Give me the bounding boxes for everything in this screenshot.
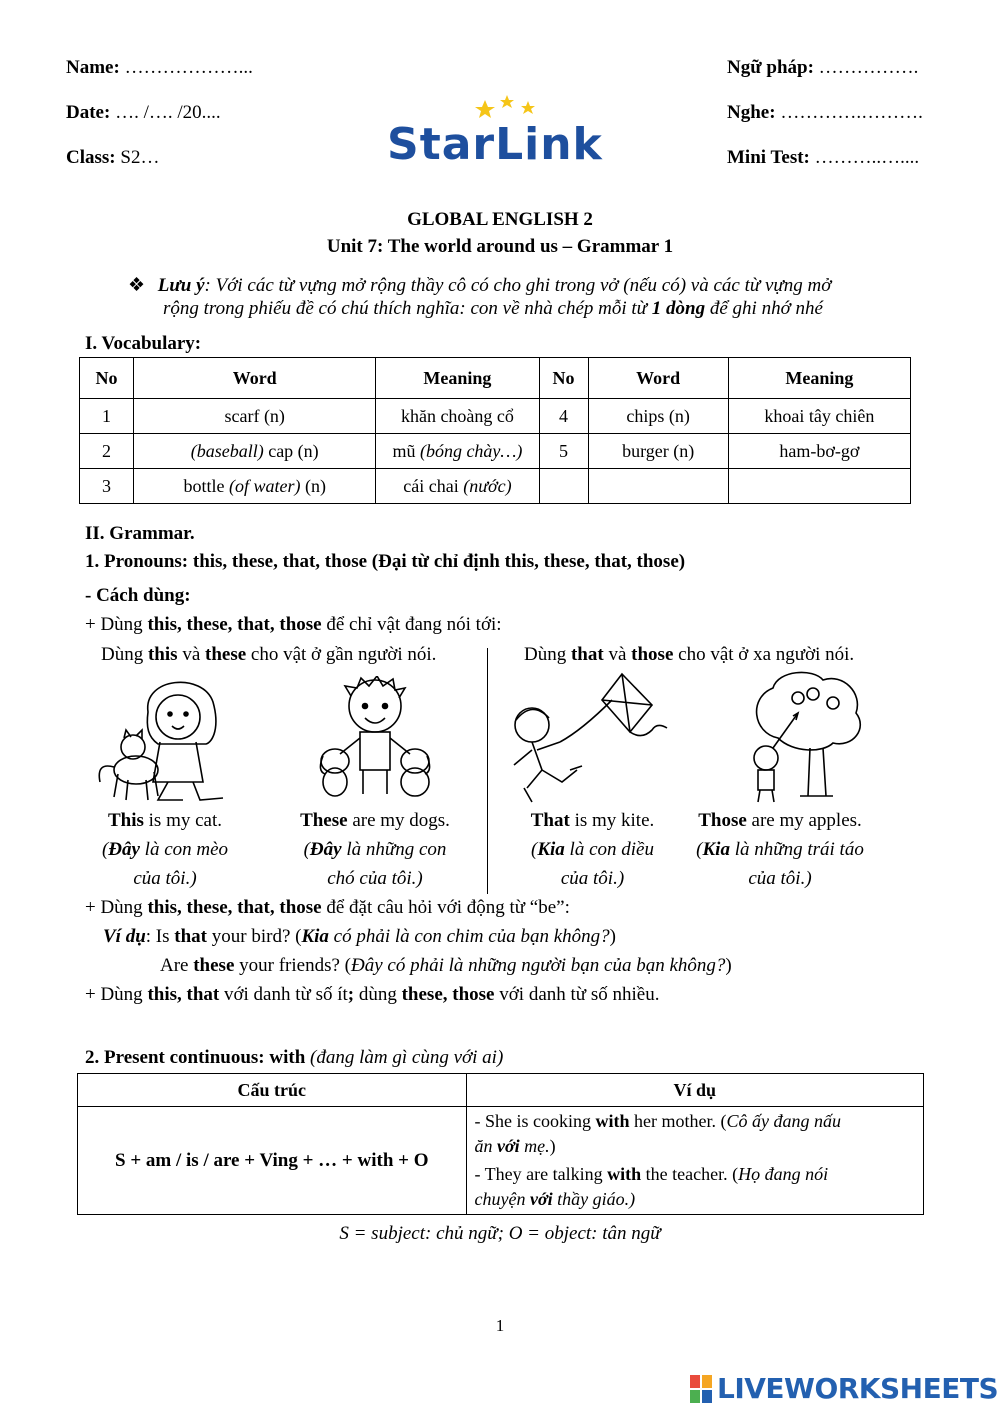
header-meaning-2: Meaning [728, 358, 910, 399]
caption-that: That is my kite. (Kia là con diều của tôi.) [530, 810, 655, 889]
document-title: GLOBAL ENGLISH 2 [407, 209, 593, 230]
near-rule: Dùng this và these cho vật ở gần người nói. [101, 644, 437, 665]
listening-score-field[interactable]: ………….………. [780, 102, 923, 123]
name-line: Name: ………………... [66, 57, 253, 78]
caption-those: Those are my apples. (Kia là những trái táo của tôi.) [696, 810, 864, 889]
example-2: Are these your friends? (Đây có phải là những người bạn của bạn không?) [160, 955, 732, 976]
header-no-2: No [539, 358, 588, 399]
pronouns-heading: 1. Pronouns: this, these, that, those (Đại từ chỉ định this, these, that, those) [85, 551, 686, 572]
header-structure: Cấu trúc [78, 1074, 467, 1107]
girl-cat-illustration [88, 672, 238, 804]
class-field[interactable]: S2… [120, 147, 160, 168]
grammar-score-line: Ngữ pháp: ……………. [727, 57, 919, 78]
grammar-score-field[interactable]: ……………. [818, 57, 919, 78]
date-field[interactable]: …. /…. /20.... [115, 102, 221, 123]
header-no: No [80, 358, 134, 399]
note-line-1: ❖ Lưu ý: Với các từ vựng mở rộng thầy cô có cho ghi trong vở (nếu có) và các từ vựng mở [128, 275, 832, 296]
example-talking: - They are talking with the teacher. (Họ đang nói chuyện với thầy giáo.) [474, 1164, 829, 1209]
bullet-icon: ❖ [128, 275, 146, 296]
usage-rule-3: + Dùng this, that với danh từ số ít; dùng these, those với danh từ số nhiều. [85, 984, 660, 1005]
structure-formula: S + am / is / are + Ving + … + with + O [78, 1107, 467, 1215]
header-meaning: Meaning [376, 358, 539, 399]
class-line: Class: S2… [66, 147, 160, 168]
starlink-logo: StarLink [385, 95, 625, 175]
minitest-score-line: Mini Test: ………..….... [727, 147, 920, 168]
header-word-2: Word [588, 358, 728, 399]
usage-heading: - Cách dùng: [85, 585, 191, 606]
example-cooking: - She is cooking with her mother. (Cô ấy đang nấu ăn với mẹ.) [474, 1111, 842, 1156]
divider [487, 648, 488, 894]
present-continuous-heading: 2. Present continuous: with (đang làm gì cùng với ai) [85, 1047, 504, 1068]
caption-this: This is my cat. (Đây là con mèo của tôi.) [101, 810, 229, 889]
boy-apple-tree-illustration [738, 668, 878, 808]
boy-dogs-illustration [305, 676, 445, 802]
table-row: 3 bottle (of water) (n) cái chai (nước) [80, 469, 911, 504]
structure-table [77, 1073, 924, 1215]
name-field[interactable]: ………………... [124, 57, 253, 78]
table-header-row [80, 358, 911, 399]
usage-rule-2: + Dùng this, these, that, those để đặt câu hỏi với động từ “be”: [85, 897, 570, 918]
table-row: 2 (baseball) cap (n) mũ (bóng chày…) 5 burger (n) ham-bơ-gơ [80, 434, 911, 469]
table-row: 1 scarf (n) khăn choàng cổ 4 chips (n) khoai tây chiên [80, 399, 911, 434]
vocabulary-heading: I. Vocabulary: [85, 333, 202, 354]
note-line-2: rộng trong phiếu đề có chú thích nghĩa: con về nhà chép mỗi từ 1 dòng để ghi nhớ nhé [163, 298, 823, 319]
page-number: 1 [495, 1316, 505, 1335]
date-line: Date: …. /…. /20.... [66, 102, 221, 123]
grammar-heading: II. Grammar. [85, 523, 195, 544]
usage-rule-1: + Dùng this, these, that, those để chỉ vật đang nói tới: [85, 614, 502, 635]
liveworksheets-logo-icon [690, 1375, 714, 1403]
listening-score-line: Nghe: ………….………. [727, 102, 923, 123]
boy-kite-illustration [502, 670, 677, 804]
footnote: S = subject: chủ ngữ; O = object: tân ngữ [339, 1223, 661, 1244]
header-example: Ví dụ [466, 1074, 923, 1107]
vocabulary-table [79, 357, 911, 504]
unit-title: Unit 7: The world around us – Grammar 1 [326, 236, 674, 257]
example-1: Ví dụ: Is that your bird? (Kia có phải là con chim của bạn không?) [103, 926, 616, 947]
caption-these: These are my dogs. (Đây là những con chó của tôi.) [300, 810, 450, 889]
structure-examples [466, 1107, 923, 1215]
far-rule: Dùng that và those cho vật ở xa người nói. [524, 644, 855, 665]
minitest-score-field[interactable]: ………..….... [814, 147, 920, 168]
header-word: Word [134, 358, 376, 399]
